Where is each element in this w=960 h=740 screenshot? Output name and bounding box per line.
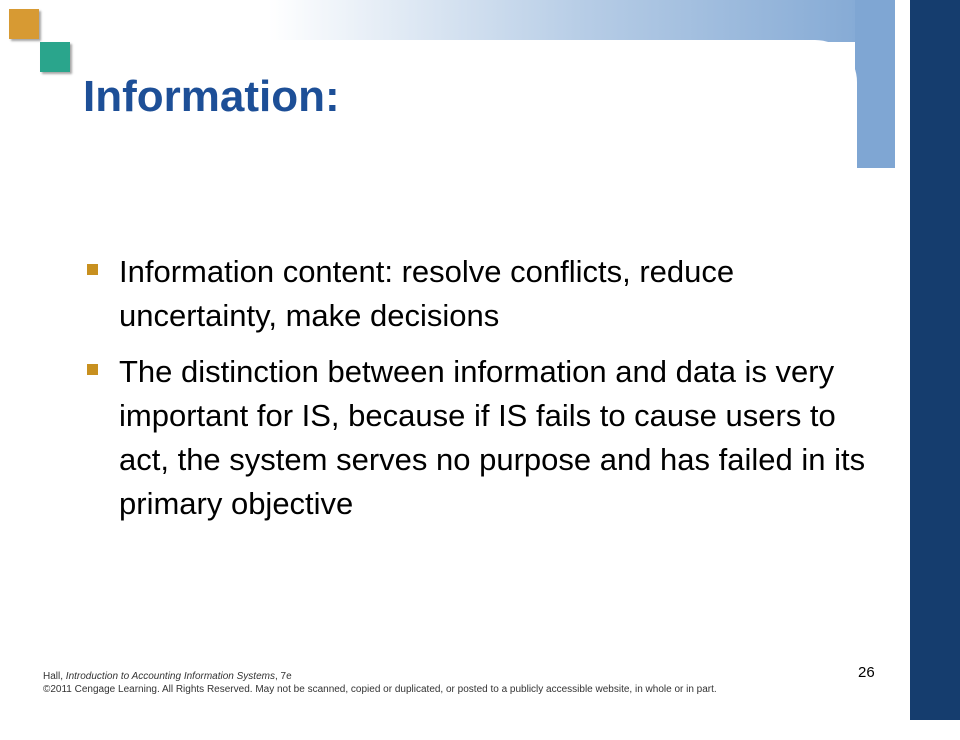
footer-credits	[43, 670, 717, 696]
bullet-text: The distinction between information and data is very important for IS, because if IS fails to cause users to act, the system serves no purpose and has failed in its primary objective	[119, 354, 866, 521]
bullet-list	[85, 250, 875, 538]
bullet-item	[85, 350, 875, 526]
footer-author: Hall,	[43, 671, 66, 682]
header-gradient-band	[0, 0, 895, 42]
footer-citation	[43, 670, 717, 683]
orange-square-decoration	[9, 9, 39, 39]
bullet-item	[85, 250, 875, 338]
footer-edition: , 7e	[274, 671, 292, 682]
footer-book-title: Introduction to Accounting Information Systems	[65, 671, 275, 682]
green-square-decoration	[40, 42, 70, 72]
slide-title: Information:	[83, 72, 340, 121]
page-number: 26	[858, 664, 875, 681]
bullet-text: Information content: resolve conflicts, reduce uncertainty, make decisions	[119, 254, 735, 333]
square-bullet-icon	[87, 364, 98, 375]
square-bullet-icon	[87, 264, 98, 275]
right-edge-bar	[910, 0, 960, 720]
header-right-strip	[855, 0, 895, 168]
footer-copyright: ©2011 Cengage Learning. All Rights Reserved. May not be scanned, copied or duplicated, or posted to a publicly accessible website, in whole or in part.	[43, 684, 717, 695]
